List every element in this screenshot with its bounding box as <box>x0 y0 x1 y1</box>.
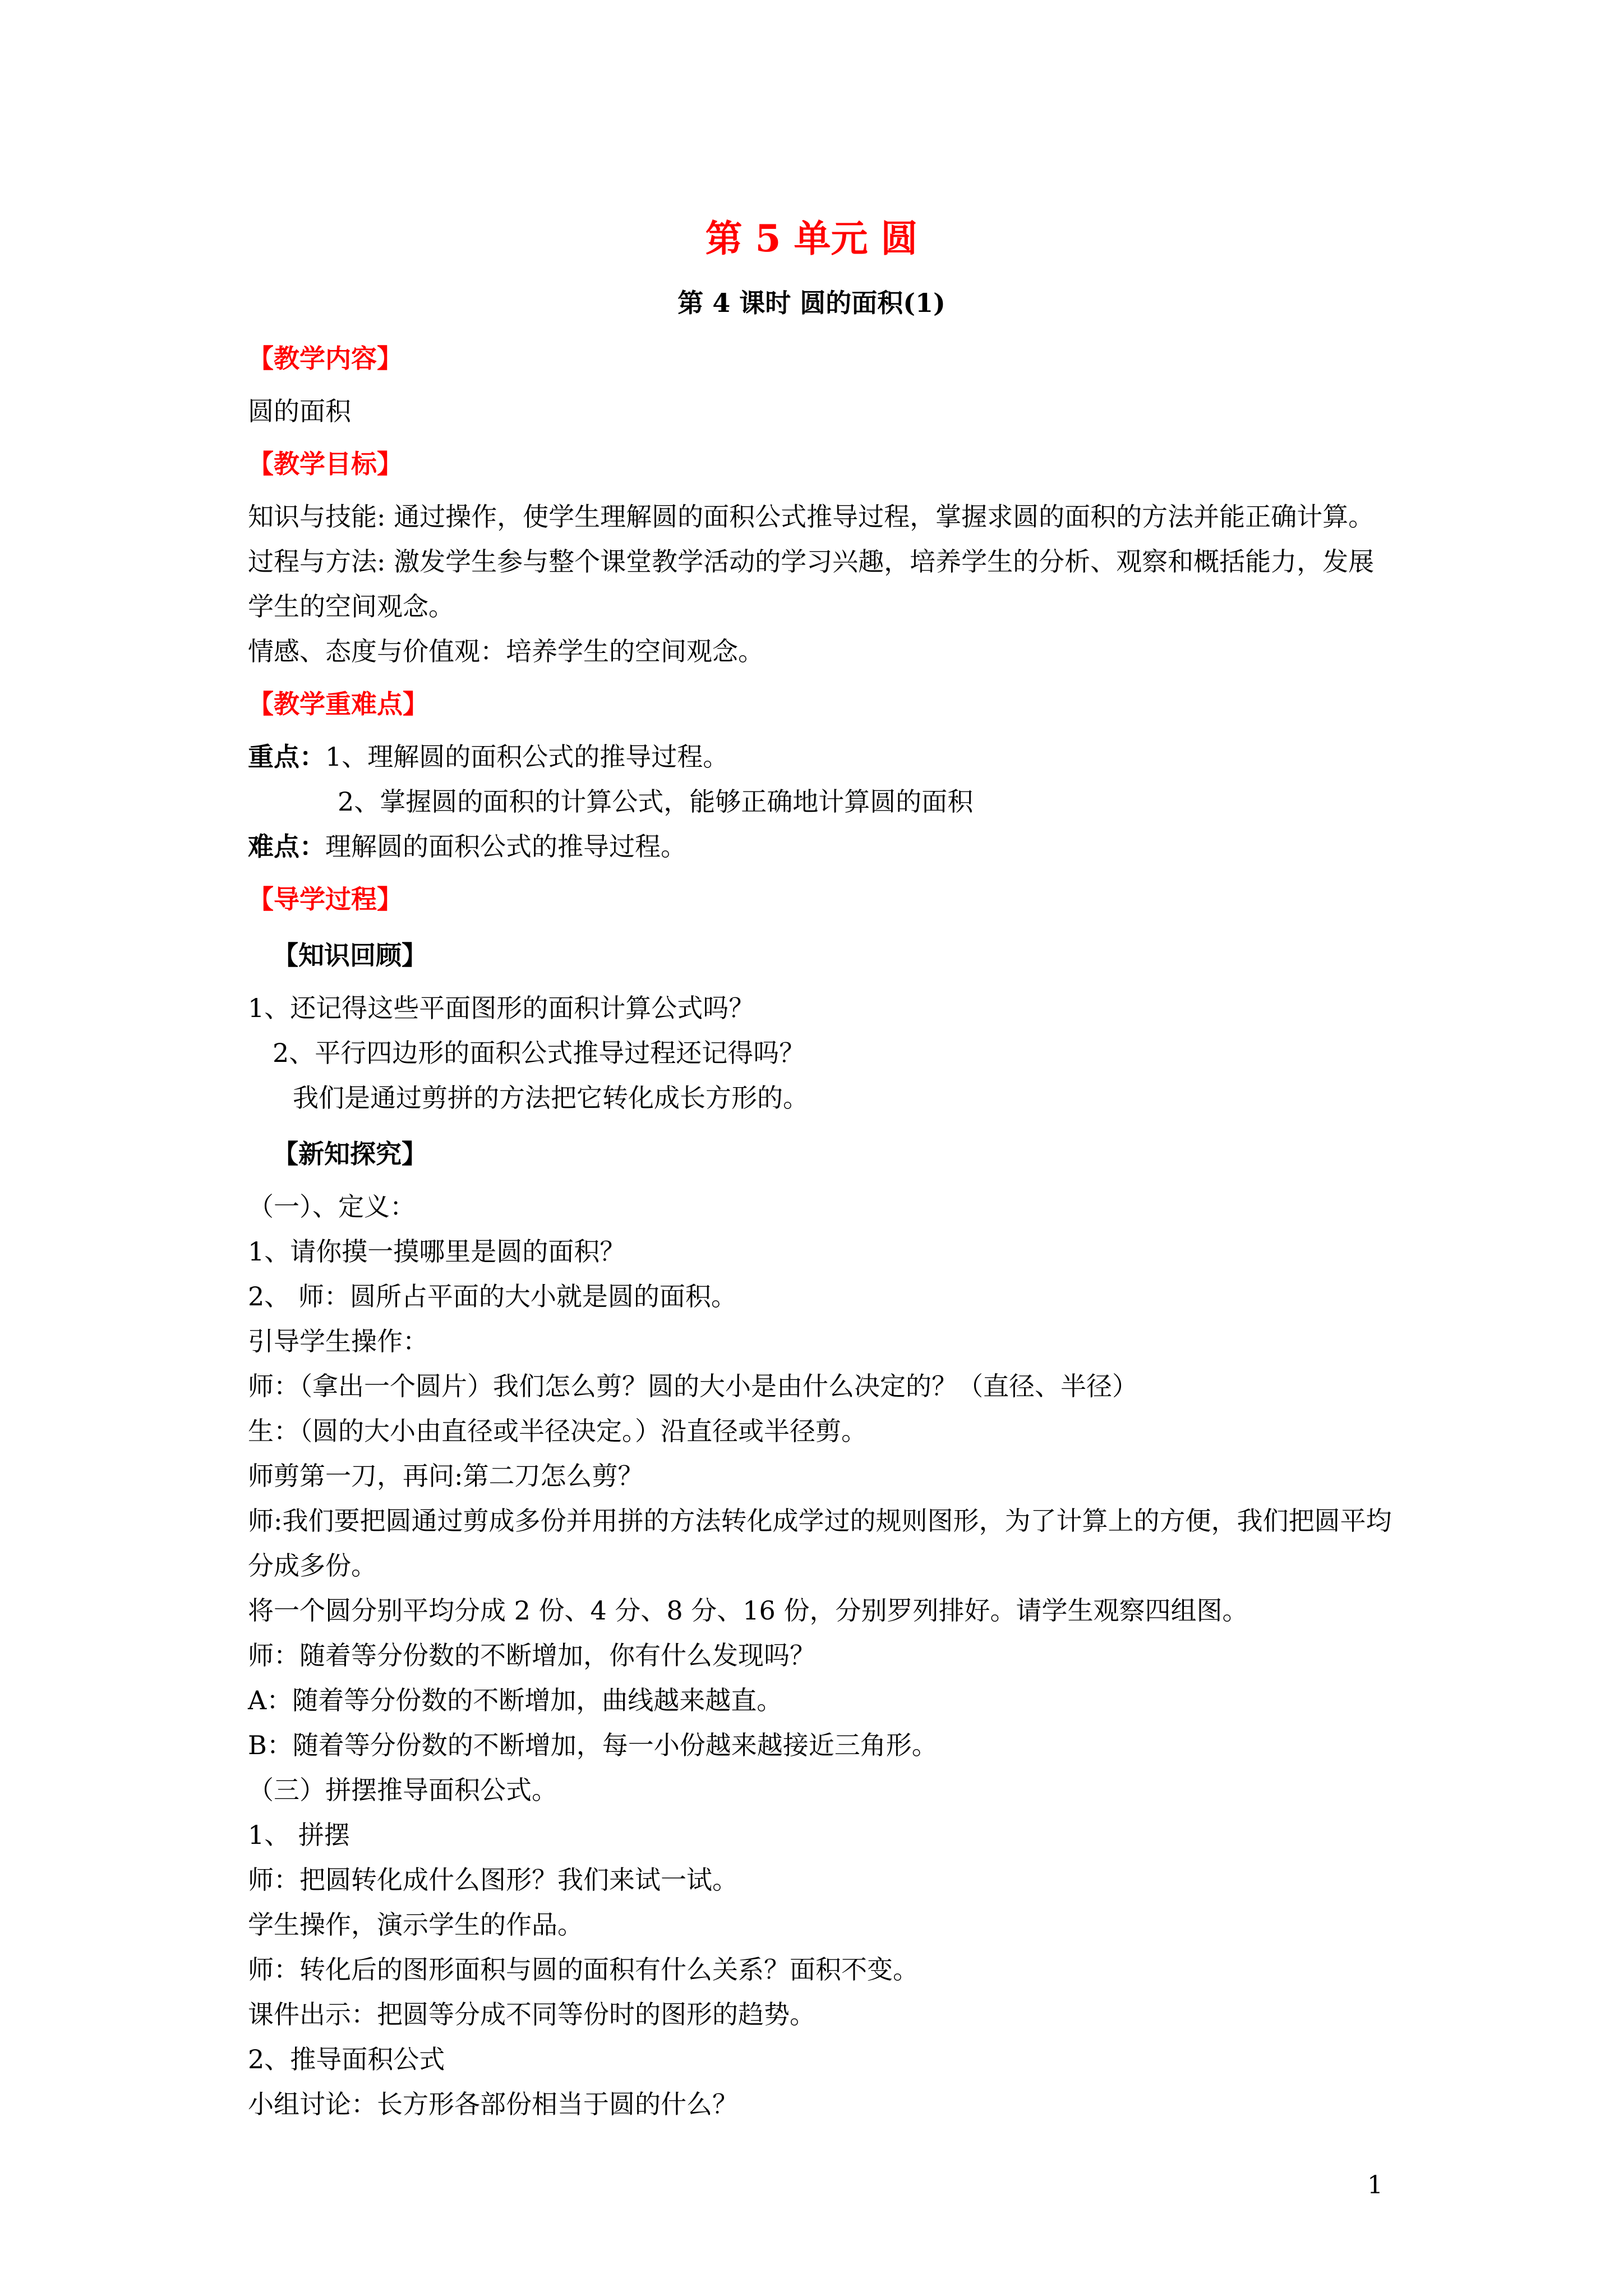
text-line: 2、 师：圆所占平面的大小就是圆的面积。 <box>248 1281 737 1312</box>
text-line: 师：转化后的图形面积与圆的面积有什么关系？面积不变。 <box>248 1954 919 1985</box>
key-point-2: 2、掌握圆的面积的计算公式，能够正确地计算圆的面积 <box>338 786 974 817</box>
text-line: 1、 拼摆 <box>248 1820 350 1850</box>
text-line: 师剪第一刀，再问:第二刀怎么剪？ <box>248 1461 644 1491</box>
text-line: 师:我们要把圆通过剪成多份并用拼的方法转化成学过的规则图形，为了计算上的方便，我们把圆平均分成多份。 <box>248 1506 1392 1581</box>
difficulty <box>248 824 1398 869</box>
key-label: 重点： <box>248 742 325 772</box>
goal-knowledge: 知识与技能: 通过操作，使学生理解圆的面积公式推导过程，掌握求圆的面积的方法并能正确计算。 <box>248 501 1375 532</box>
text-line: B：随着等分份数的不断增加，每一小份越来越接近三角形。 <box>248 1730 938 1760</box>
text-line: 生：（圆的大小由直径或半径决定。）沿直径或半径剪。 <box>248 1416 867 1446</box>
unit-title: 第 5 单元 圆 <box>705 217 918 260</box>
review-line-3: 我们是通过剪拼的方法把它转化成长方形的。 <box>293 1083 809 1113</box>
subheading-explore: 【新知探究】 <box>273 1139 427 1169</box>
key-point-1 <box>248 734 1398 779</box>
text-line: 将一个圆分别平均分成 2 份、4 分、8 分、16 份，分别罗列排好。请学生观察四组图。 <box>248 1595 1248 1626</box>
text-line: 师：把圆转化成什么图形？我们来试一试。 <box>248 1865 738 1895</box>
text-line: 引导学生操作： <box>248 1326 428 1356</box>
goal-attitude: 情感、态度与价值观：培养学生的空间观念。 <box>248 636 764 666</box>
section-heading-content: 【教学内容】 <box>248 343 403 374</box>
text-line: 2、推导面积公式 <box>248 2044 445 2074</box>
section-heading-key-points: 【教学重难点】 <box>248 689 428 719</box>
text-line: 师：（拿出一个圆片）我们怎么剪？圆的大小是由什么决定的？（直径、半径） <box>248 1371 1138 1401</box>
review-line-2: 2、平行四边形的面积公式推导过程还记得吗？ <box>273 1038 805 1068</box>
difficulty-label: 难点： <box>248 831 325 862</box>
review-line-1: 1、还记得这些平面图形的面积计算公式吗？ <box>248 993 755 1023</box>
section-heading-goals: 【教学目标】 <box>248 449 403 479</box>
text-line: 师：随着等分份数的不断增加，你有什么发现吗？ <box>248 1640 815 1671</box>
text-line: 1、请你摸一摸哪里是圆的面积？ <box>248 1236 626 1267</box>
content-text: 圆的面积 <box>248 396 351 426</box>
difficulty-text: 理解圆的面积公式的推导过程。 <box>325 831 686 862</box>
section-heading-process: 【导学过程】 <box>248 884 403 914</box>
text-line: A：随着等分份数的不断增加，曲线越来越直。 <box>248 1685 783 1715</box>
key-point-1-text: 1、理解圆的面积公式的推导过程。 <box>325 742 729 772</box>
document-body <box>248 328 1398 2127</box>
text-line: 小组讨论：长方形各部份相当于圆的什么？ <box>248 2089 738 2119</box>
text-line: （三）拼摆推导面积公式。 <box>248 1775 557 1805</box>
goal-process: 过程与方法: 激发学生参与整个课堂教学活动的学习兴趣，培养学生的分析、观察和概括能力，发展学生的空间观念。 <box>248 546 1375 622</box>
definition-heading: （一）、定义： <box>248 1191 416 1222</box>
subheading-review: 【知识回顾】 <box>273 940 427 970</box>
page-number: 1 <box>1367 2171 1383 2200</box>
text-line: 课件出示：把圆等分成不同等份时的图形的趋势。 <box>248 1999 815 2030</box>
lesson-subtitle: 第 4 课时 圆的面积(1) <box>677 288 946 318</box>
text-line: 学生操作，演示学生的作品。 <box>248 1910 583 1940</box>
